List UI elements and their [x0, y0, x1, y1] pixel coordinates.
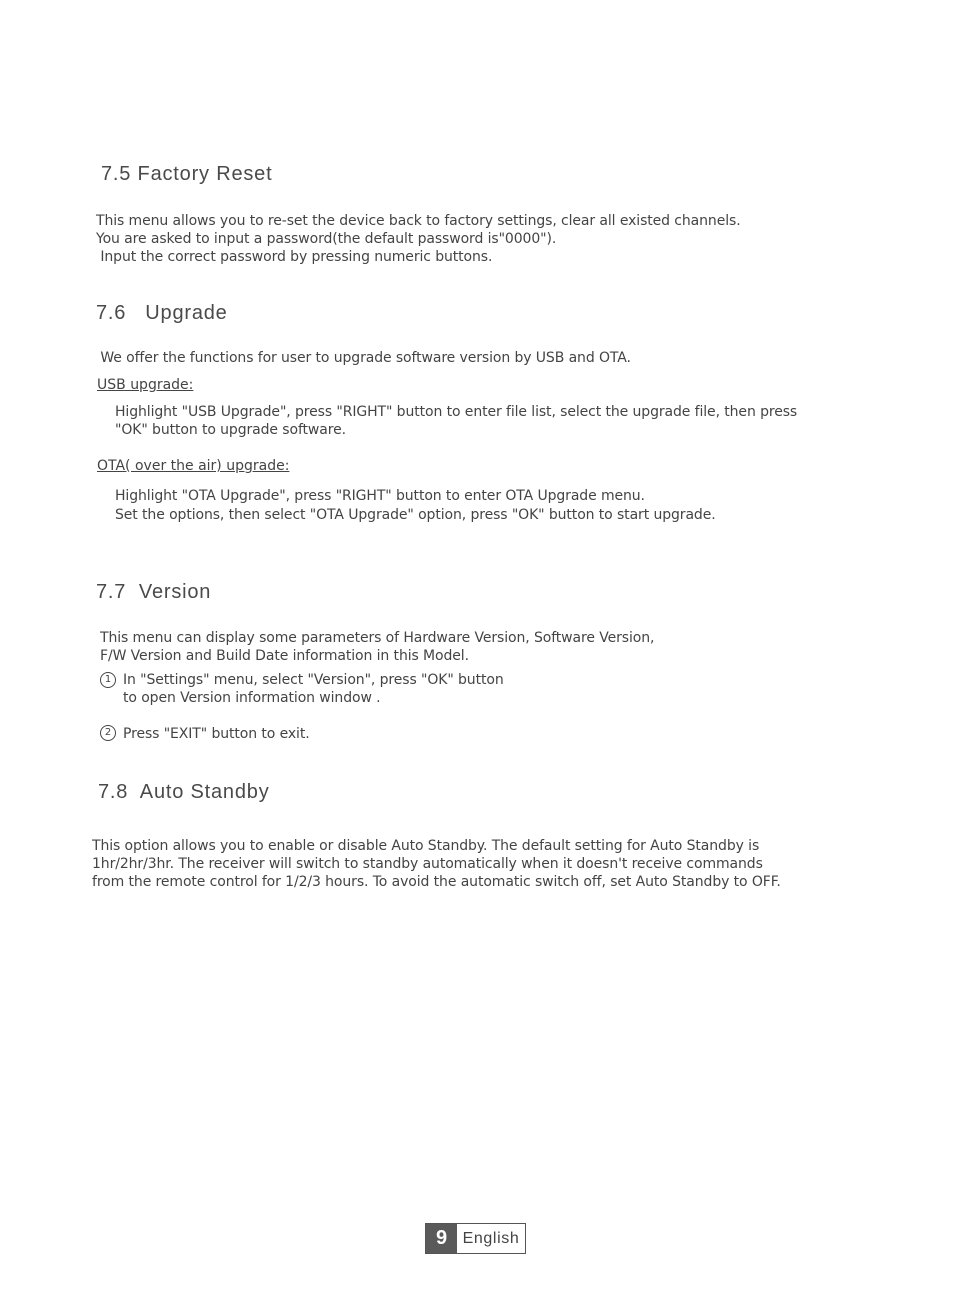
page-footer — [425, 1223, 526, 1254]
section-heading-upgrade: 7.6 Upgrade — [96, 302, 228, 324]
section-heading-auto-standby: 7.8 Auto Standby — [98, 781, 270, 803]
factory-reset-line-3: Input the correct password by pressing numeric buttons. — [96, 249, 493, 265]
ota-upgrade-subtitle: OTA( over the air) upgrade: — [97, 458, 290, 474]
factory-reset-line-1: This menu allows you to re-set the device back to factory settings, clear all existed channels. — [96, 213, 741, 229]
factory-reset-line-2: You are asked to input a password(the default password is"0000"). — [96, 231, 557, 247]
language-label: English — [462, 1229, 520, 1247]
version-line-1: This menu can display some parameters of Hardware Version, Software Version, — [100, 630, 655, 646]
version-step-1-line-1: In "Settings" menu, select "Version", press "OK" button — [123, 672, 504, 688]
section-heading-version: 7.7 Version — [96, 581, 212, 603]
page-number: 9 — [426, 1224, 457, 1253]
ota-upgrade-line-1: Highlight "OTA Upgrade", press "RIGHT" button to enter OTA Upgrade menu. — [115, 488, 645, 504]
upgrade-intro: We offer the functions for user to upgrade software version by USB and OTA. — [96, 350, 631, 366]
usb-upgrade-line-2: "OK" button to upgrade software. — [115, 422, 346, 438]
section-heading-factory-reset: 7.5 Factory Reset — [101, 163, 273, 185]
version-step-1-line-2: to open Version information window . — [123, 690, 381, 706]
step-1-circled-number: 1 — [100, 672, 116, 688]
auto-standby-line-2: 1hr/2hr/3hr. The receiver will switch to standby automatically when it doesn't receive commands — [92, 856, 763, 872]
auto-standby-line-3: from the remote control for 1/2/3 hours. To avoid the automatic switch off, set Auto Standby to OFF. — [92, 874, 781, 890]
usb-upgrade-line-1: Highlight "USB Upgrade", press "RIGHT" button to enter file list, select the upgrade file, then press — [115, 404, 798, 420]
usb-upgrade-subtitle: USB upgrade: — [97, 377, 194, 393]
step-2-circled-number: 2 — [100, 725, 116, 741]
version-step-2-line: Press "EXIT" button to exit. — [123, 726, 310, 742]
version-line-2: F/W Version and Build Date information in this Model. — [100, 648, 469, 664]
ota-upgrade-line-2: Set the options, then select "OTA Upgrade" option, press "OK" button to start upgrade. — [115, 507, 716, 523]
auto-standby-line-1: This option allows you to enable or disable Auto Standby. The default setting for Auto Standby is — [92, 838, 760, 854]
